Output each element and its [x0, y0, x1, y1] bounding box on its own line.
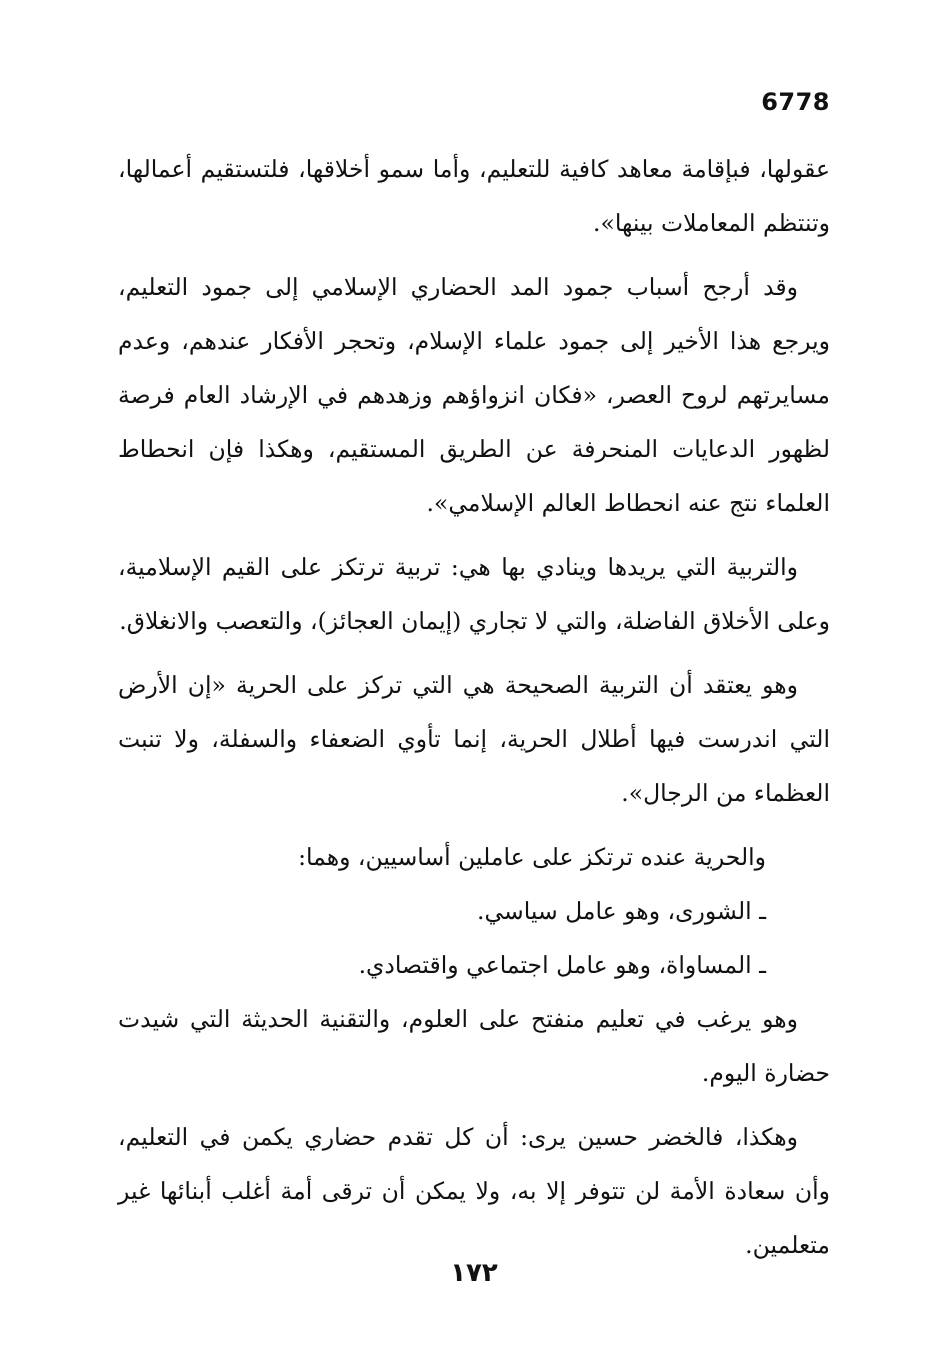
paragraph: والتربية التي يريدها وينادي بها هي: تربية ترتكز على القيم الإسلامية، وعلى الأخلاق الفاضلة، والتي لا تجاري (إيمان العجائز)، والتعصب والانغلاق.: [118, 553, 830, 635]
body-text: [118, 142, 830, 1282]
list-item: ـ المساواة، وهو عامل اجتماعي واقتصادي.: [358, 951, 766, 979]
paragraph: عقولها، فبإقامة معاهد كافية للتعليم، وأما سمو أخلاقها، فلتستقيم أعمالها، وتنتظم المعاملات بينها».: [118, 155, 830, 237]
list-item: ـ الشورى، وهو عامل سياسي.: [476, 897, 766, 925]
paragraph: وقد أرجح أسباب جمود المد الحضاري الإسلامي إلى جمود التعليم، ويرجع هذا الأخير إلى جمود علماء الإسلام، وتحجر الأفكار عندهم، وعدم مسايرتهم لروح العصر، «فكان انزواؤهم وزهدهم في الإرشاد العام فرصة لظهور الدعايات المنحرفة عن الطريق المستقيم، وهكذا فإن انحطاط العلماء نتج عنه انحطاط العالم الإسلامي».: [118, 273, 830, 517]
paragraph: وهكذا، فالخضر حسين يرى: أن كل تقدم حضاري يكمن في التعليم، وأن سعادة الأمة لن تتوفر إلا به، ولا يمكن أن ترقى أمة أغلب أبنائها غير متعلمين.: [118, 1123, 830, 1259]
page-id: 6778: [761, 88, 830, 116]
page-number: ١٧٢: [450, 1258, 498, 1288]
paragraph: وهو يرغب في تعليم منفتح على العلوم، والتقنية الحديثة التي شيدت حضارة اليوم.: [118, 1005, 830, 1087]
paragraph: وهو يعتقد أن التربية الصحيحة هي التي تركز على الحرية «إن الأرض التي اندرست فيها أطلال الحرية، إنما تأوي الضعفاء والسفلة، ولا تنبت العظماء من الرجال».: [118, 671, 830, 807]
paragraph: والحرية عنده ترتكز على عاملين أساسيين، وهما:: [298, 843, 766, 871]
